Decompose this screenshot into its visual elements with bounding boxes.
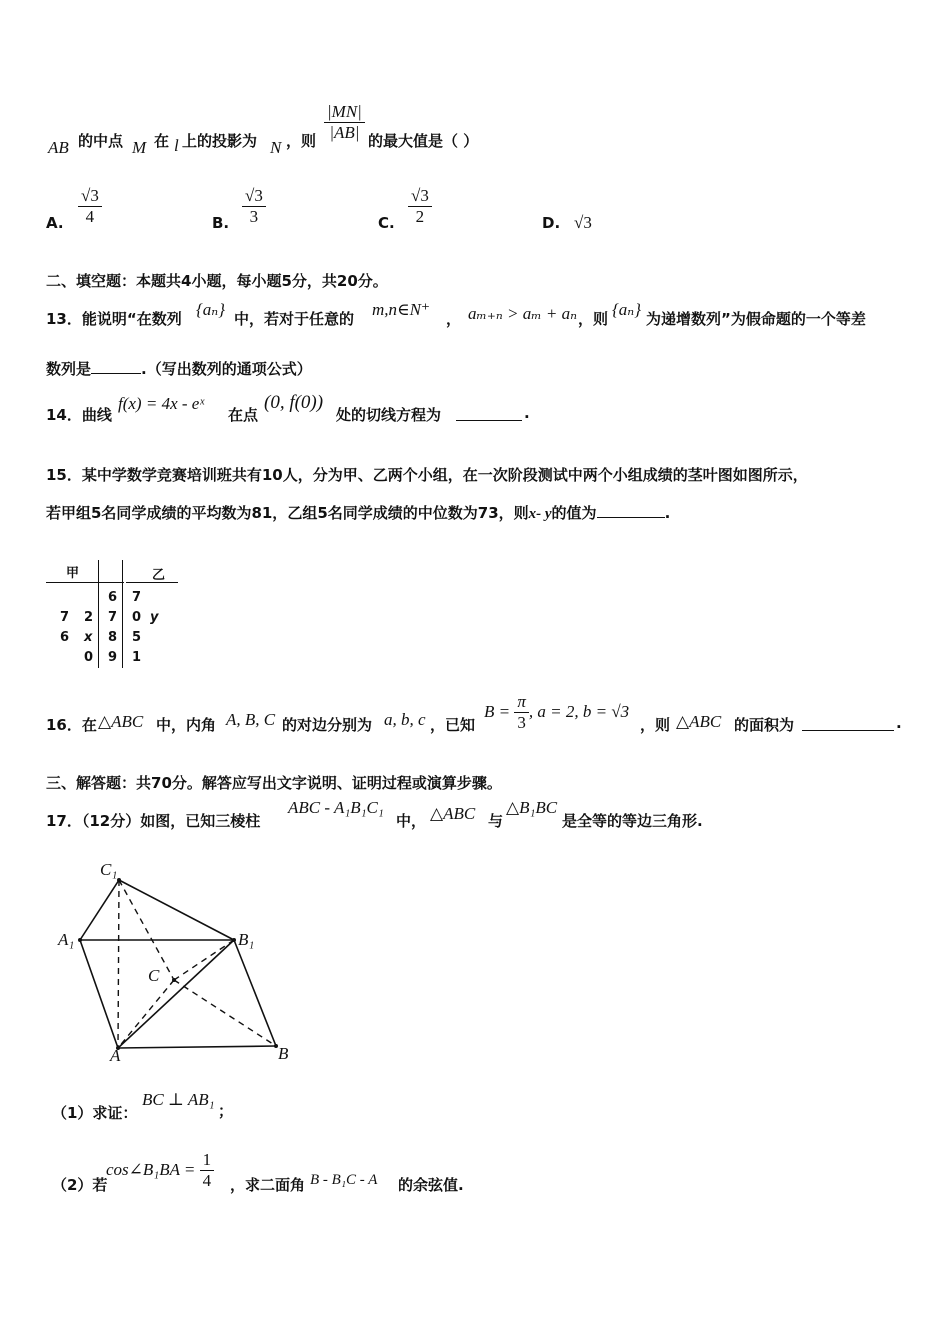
option-b-label: B. bbox=[212, 214, 230, 232]
q13-line1 bbox=[46, 298, 926, 338]
q17-p2-num: 1 bbox=[200, 1150, 215, 1171]
left-leaf-1: 6 bbox=[60, 630, 70, 645]
option-c-label: C. bbox=[378, 214, 395, 232]
q16-text-3: ，已知 bbox=[430, 716, 476, 734]
q13-comma: ， bbox=[446, 310, 462, 328]
q16-cond-rest: , a = 2, b = √3 bbox=[528, 702, 630, 722]
q14-line bbox=[46, 388, 566, 428]
prism-figure bbox=[56, 858, 306, 1068]
q17-part-2 bbox=[52, 1150, 512, 1196]
q16-text-5: 的面积为 bbox=[734, 716, 795, 734]
q16-three: 3 bbox=[517, 712, 526, 732]
vertex-a1 bbox=[78, 938, 82, 942]
q16-text-2: 的对边分别为 bbox=[282, 716, 373, 734]
q13-line2-b: .（写出数列的通项公式） bbox=[141, 360, 312, 378]
q12-text-5: 的最大值是（ ） bbox=[368, 132, 479, 150]
edge-b1-b bbox=[234, 940, 276, 1046]
q15-line1: 15．某中学数学竞赛培训班共有10人，分为甲、乙两个小组，在一次阶段测试中两个小组成绩的茎叶图如图所示， bbox=[46, 466, 808, 484]
q12-text-1: 的中点 bbox=[78, 132, 124, 150]
q16-end: . bbox=[896, 714, 902, 732]
stem-leaf-row bbox=[46, 590, 186, 608]
q13-text-1: 中，若对于任意的 bbox=[234, 310, 355, 328]
q13-sequence: {aₙ} bbox=[196, 300, 225, 319]
q16-triangle: △ABC bbox=[98, 712, 144, 731]
option-c-value bbox=[408, 186, 432, 226]
label-a1: A₁ bbox=[58, 930, 75, 949]
stem-leaf-row bbox=[46, 630, 186, 648]
option-a-den: 4 bbox=[85, 206, 95, 226]
q17-p2-cos: cos∠B₁BA = bbox=[106, 1160, 196, 1180]
q17-text-2: 与 bbox=[488, 812, 504, 830]
ratio-denominator: |AB| bbox=[329, 122, 360, 142]
line-l: l bbox=[174, 136, 179, 155]
q16-pi-over-3 bbox=[514, 692, 529, 732]
q14-text-1: 在点 bbox=[228, 406, 259, 424]
q15-end: . bbox=[664, 504, 671, 522]
stem-value: 9 bbox=[108, 650, 118, 665]
edge-c-b1-hidden bbox=[174, 940, 234, 980]
edge-c1-a1 bbox=[80, 880, 119, 940]
q13-line2 bbox=[46, 358, 312, 379]
q13-sequence-2: {aₙ} bbox=[612, 300, 641, 319]
q15-line2-b: 的值为 bbox=[551, 504, 597, 522]
q16-text-1: 中，内角 bbox=[156, 716, 217, 734]
q17-prism: ABC - A₁B₁C₁ bbox=[288, 798, 384, 817]
q17-no: 17．（12分）如图，已知三棱柱 bbox=[46, 812, 261, 830]
right-leaf-1: 0 bbox=[132, 610, 142, 625]
label-a: A bbox=[110, 1046, 121, 1065]
option-b-den: 3 bbox=[249, 206, 259, 226]
right-leaf-1: 7 bbox=[132, 590, 142, 605]
q13-condition-2: aₘ₊ₙ > aₘ + aₙ bbox=[468, 304, 578, 323]
label-b1: B₁ bbox=[238, 930, 255, 949]
q17-triangle-2: △B₁BC bbox=[506, 798, 558, 817]
right-leaf-1: 5 bbox=[132, 630, 142, 645]
q13-line2-a: 数列是 bbox=[46, 360, 92, 378]
left-leaf-2: 0 bbox=[84, 650, 94, 665]
option-b-num: √3 bbox=[242, 186, 266, 207]
q15-variable: x- y bbox=[528, 506, 552, 522]
q16-pi: π bbox=[514, 692, 529, 713]
option-a-label: A. bbox=[46, 214, 64, 232]
q17-p2-condition bbox=[106, 1150, 214, 1190]
stem-leaf-row bbox=[46, 650, 186, 668]
edge-c-a-hidden bbox=[118, 980, 174, 1048]
q15-answer-blank[interactable] bbox=[597, 517, 665, 518]
q13-no: 13．能说明“在数列 bbox=[46, 310, 182, 328]
option-a-value bbox=[78, 186, 102, 226]
left-leaf-1: 7 bbox=[60, 610, 70, 625]
stem-leaf-header-line-right bbox=[126, 582, 178, 583]
q17-p2-label: （2）若 bbox=[52, 1176, 108, 1194]
section-2-heading: 二、填空题：本题共4小题，每小题5分，共20分。 bbox=[46, 272, 388, 290]
option-d-label: D. bbox=[542, 214, 561, 232]
stem-leaf-left-title: 甲 bbox=[66, 566, 80, 581]
edge-a-b1 bbox=[118, 940, 234, 1048]
vertex-c bbox=[172, 978, 176, 982]
q14-point: (0, f(0)) bbox=[264, 392, 324, 413]
vertex-c1 bbox=[117, 878, 121, 882]
q14-function: f(x) = 4x - eˣ bbox=[118, 394, 205, 413]
q17-p2-angle: B - B₁C - A bbox=[310, 1172, 378, 1188]
q16-angles: A, B, C bbox=[226, 710, 276, 729]
stem-leaf-row bbox=[46, 610, 186, 628]
stem-value: 8 bbox=[108, 630, 118, 645]
section-3-heading: 三、解答题：共70分。解答应写出文字说明、证明过程或演算步骤。 bbox=[46, 774, 502, 792]
option-c-den: 2 bbox=[415, 206, 425, 226]
stem-value: 7 bbox=[108, 610, 118, 625]
q16-text-4: ，则 bbox=[640, 716, 671, 734]
stem-value: 6 bbox=[108, 590, 118, 605]
q16-sides: a, b, c bbox=[384, 710, 426, 729]
right-leaf-1: 1 bbox=[132, 650, 142, 665]
label-c: C bbox=[148, 966, 160, 985]
q16-line bbox=[46, 692, 926, 742]
point-n: N bbox=[270, 138, 282, 157]
q17-triangle-1: △ABC bbox=[430, 804, 476, 823]
q17-line bbox=[46, 794, 746, 838]
q16-answer-blank[interactable] bbox=[802, 714, 894, 731]
label-c1: C₁ bbox=[100, 860, 118, 879]
option-a-num: √3 bbox=[78, 186, 102, 207]
q14-no: 14．曲线 bbox=[46, 406, 112, 424]
vertex-b1 bbox=[232, 938, 236, 942]
q17-p1-end: ； bbox=[218, 1102, 234, 1120]
label-b: B bbox=[278, 1044, 289, 1063]
q17-p1-math: BC ⊥ AB₁ bbox=[142, 1090, 215, 1109]
q15-line2 bbox=[46, 502, 670, 523]
ratio-numerator: |MN| bbox=[324, 102, 365, 123]
q17-p2-end: 的余弦值. bbox=[398, 1176, 464, 1194]
left-leaf-2: 2 bbox=[84, 610, 94, 625]
edge-a-b bbox=[118, 1046, 276, 1048]
right-leaf-2: y bbox=[150, 610, 159, 625]
q17-text-1: 中， bbox=[396, 812, 427, 830]
q17-p2-fraction bbox=[200, 1150, 215, 1190]
q16-condition bbox=[484, 692, 629, 732]
prism-diagram bbox=[56, 858, 306, 1068]
q16-cond-b: B = bbox=[484, 702, 511, 722]
q13-answer-blank[interactable] bbox=[91, 373, 141, 374]
q16-no: 16．在 bbox=[46, 716, 97, 734]
q14-end: . bbox=[524, 404, 530, 422]
q17-text-3: 是全等的等边三角形. bbox=[562, 812, 703, 830]
stem-leaf-right-title: 乙 bbox=[152, 568, 166, 583]
ratio-fraction bbox=[324, 102, 365, 142]
q14-answer-blank[interactable] bbox=[456, 404, 522, 421]
segment-ab: AB bbox=[48, 138, 69, 157]
q12-text-4: ，则 bbox=[286, 132, 317, 150]
edge-c1-a-hidden bbox=[118, 880, 119, 1048]
left-leaf-2: x bbox=[84, 630, 93, 645]
q17-p1-label: （1）求证： bbox=[52, 1104, 138, 1122]
q12-text-3: 上的投影为 bbox=[182, 132, 258, 150]
option-b-value bbox=[242, 186, 266, 226]
q14-text-2: 处的切线方程为 bbox=[336, 406, 442, 424]
q13-condition-1: m,n∈N⁺ bbox=[372, 300, 430, 319]
point-m: M bbox=[132, 138, 147, 157]
edge-a1-a bbox=[80, 940, 118, 1048]
q16-triangle-2: △ABC bbox=[676, 712, 722, 731]
q12-text-2: 在 bbox=[154, 132, 170, 150]
edge-c-b-hidden bbox=[174, 980, 276, 1046]
q17-part-1 bbox=[52, 1090, 312, 1124]
option-c-num: √3 bbox=[408, 186, 432, 207]
stem-leaf-plot bbox=[46, 560, 186, 670]
stem-leaf-header-line-left bbox=[46, 582, 124, 583]
q13-text-3: 为递增数列”为假命题的一个等差 bbox=[646, 310, 866, 328]
q15-line2-a: 若甲组5名同学成绩的平均数为81，乙组5名同学成绩的中位数为73，则 bbox=[46, 504, 529, 522]
q17-p2-text: ，求二面角 bbox=[230, 1176, 306, 1194]
option-d-value: √3 bbox=[574, 213, 592, 232]
q17-p2-den: 4 bbox=[202, 1170, 212, 1190]
q13-text-2: ，则 bbox=[578, 310, 609, 328]
